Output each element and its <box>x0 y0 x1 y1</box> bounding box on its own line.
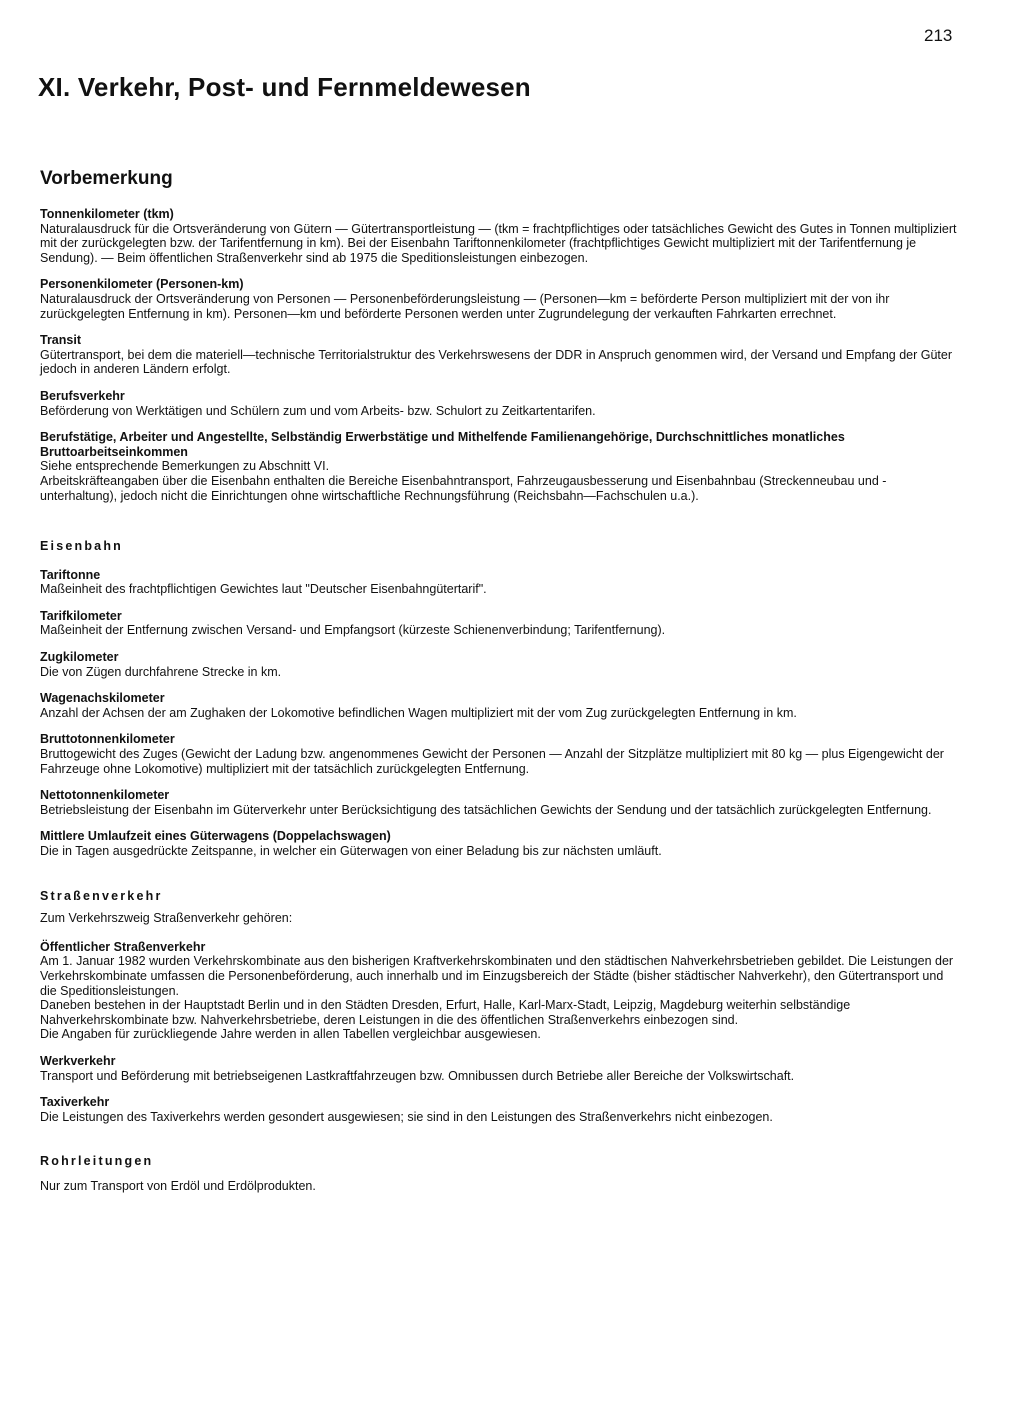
term-heading: Bruttotonnenkilometer <box>40 732 175 747</box>
term-heading: Nettotonnenkilometer <box>40 788 170 803</box>
term-definition: Nur zum Transport von Erdöl und Erdölprodukten. <box>40 1178 316 1193</box>
term-definition: Maßeinheit des frachtpflichtigen Gewichtes laut "Deutscher Eisenbahngütertarif". <box>40 582 487 597</box>
term-heading: Transit <box>40 333 81 348</box>
term-definition: Die von Zügen durchfahrene Strecke in km. <box>40 664 282 679</box>
term-heading: Taxiverkehr <box>40 1095 110 1110</box>
term-definition: Anzahl der Achsen der am Zughaken der Lokomotive befindlichen Wagen multipliziert mit der vom Zug zurückgelegten Entfernung in km. <box>40 705 797 720</box>
section-intro: Zum Verkehrszweig Straßenverkehr gehören: <box>40 911 293 926</box>
definition-entry <box>40 1095 960 1124</box>
page-number: 213 <box>924 26 953 45</box>
definition-entry <box>40 788 960 817</box>
definition-entry <box>40 430 960 503</box>
chapter-title: XI. Verkehr, Post- und Fernmeldewesen <box>38 72 531 102</box>
definition-entry <box>40 650 960 679</box>
definition-entry <box>40 389 960 418</box>
section-heading-vorbemerkung: Vorbemerkung <box>40 168 173 189</box>
definition-entry <box>40 333 960 377</box>
term-heading: Berufsverkehr <box>40 388 125 403</box>
term-heading: Wagenachskilometer <box>40 691 165 706</box>
definition-entry <box>40 829 960 858</box>
definition-entry <box>40 277 960 321</box>
definition-entry <box>40 1054 960 1083</box>
term-definition: Bruttogewicht des Zuges (Gewicht der Ladung bzw. angenommenes Gewicht der Personen — Anzahl der Sitzplätze multipliziert mit 80 kg — plus Eigengewicht der Fahrzeuge ohne Lokomotive) multipliziert mit der tatsächlich zurückgelegten Entfernung. <box>40 747 944 776</box>
term-heading: Tarifkilometer <box>40 608 122 623</box>
term-definition: Am 1. Januar 1982 wurden Verkehrskombinate aus den bisherigen Kraftverkehrskombinaten und den städtischen Nahverkehrsbetrieben gebildet. Die Leistungen der Verkehrskombinate umfassen die Personenbeförderung, auch innerhalb und im Einzugsbereich der Städte (bisher städtischer Nahverkehr), den Gütertransport und die Speditionsleistungen. <box>40 954 954 998</box>
term-definition: Betriebsleistung der Eisenbahn im Güterverkehr unter Berücksichtigung des tatsächlichen Gewichts der Sendung und der tatsächlich zurückgelegten Entfernung. <box>40 802 932 817</box>
term-heading: Tariftonne <box>40 567 101 582</box>
term-definition: Die Leistungen des Taxiverkehrs werden gesondert ausgewiesen; sie sind in den Leistungen des Straßenverkehrs nicht einbezogen. <box>40 1109 773 1124</box>
term-heading: Personenkilometer (Personen-km) <box>40 277 244 292</box>
term-heading: Mittlere Umlaufzeit eines Güterwagens (Doppelachswagen) <box>40 829 391 844</box>
definition-entry <box>40 609 960 638</box>
definition-entry <box>40 940 960 1042</box>
definition-entry <box>40 568 960 597</box>
term-heading: Tonnenkilometer (tkm) <box>40 207 174 221</box>
subsection-heading-eisenbahn: Eisenbahn <box>40 539 124 554</box>
term-definition: Naturalausdruck der Ortsveränderung von Personen — Personenbeförderungsleistung — (Personen—km = beförderte Person multipliziert mit der von ihr zurückgelegten Entfernung in km). Personen—km und beförderte Personen werden unter Zugrundelegung der verkauften Fahrkarten errechnet. <box>40 291 890 321</box>
definition-entry <box>40 691 960 720</box>
subsection-heading-strassenverkehr: Straßenverkehr <box>40 888 163 903</box>
term-definition: Arbeitskräfteangaben über die Eisenbahn enthalten die Bereiche Eisenbahntransport, Fahrzeugausbesserung und Eisenbahnbau (Streckenneubau und -unterhaltung), jedoch nicht die Einrichtungen ohne wirtschaftliche Rechnungsführung (Reichsbahn—Fachschulen u.a.). <box>40 473 887 503</box>
term-definition: Gütertransport, bei dem die materiell—technische Territorialstruktur des Verkehrswesens der DDR in Anspruch genommen wird, der Versand und Empfang der Güter jedoch in anderen Ländern erfolgt. <box>40 347 953 377</box>
subsection-heading-rohrleitungen: Rohrleitungen <box>40 1154 154 1169</box>
document-body <box>40 207 960 1194</box>
term-definition: Die Angaben für zurückliegende Jahre werden in allen Tabellen vergleichbar ausgewiesen. <box>40 1027 541 1042</box>
term-definition: Daneben bestehen in der Hauptstadt Berlin und in den Städten Dresden, Erfurt, Halle, Karl-Marx-Stadt, Leipzig, Magdeburg weiterhin selbständige Nahverkehrskombinate bzw. Nahverkehrsbetriebe, deren Leistungen in die des öffentlichen Straßenverkehrs einbezogen sind. <box>40 998 851 1027</box>
term-heading: Öffentlicher Straßenverkehr <box>40 939 206 954</box>
term-heading: Werkverkehr <box>40 1053 116 1068</box>
term-definition: Transport und Beförderung mit betriebseigenen Lastkraftfahrzeugen bzw. Omnibussen durch Betriebe aller Bereiche der Volkswirtschaft. <box>40 1068 795 1083</box>
term-definition: Siehe entsprechende Bemerkungen zu Abschnitt VI. <box>40 459 330 474</box>
term-heading: Berufstätige, Arbeiter und Angestellte, Selbständig Erwerbstätige und Mithelfende Familienangehörige, Durchschnittliches monatliches Bruttoarbeitseinkommen <box>40 430 845 459</box>
term-definition: Die in Tagen ausgedrückte Zeitspanne, in welcher ein Güterwagen von einer Beladung bis zur nächsten umläuft. <box>40 844 662 858</box>
term-definition: Naturalausdruck für die Ortsveränderung von Gütern — Gütertransportleistung — (tkm = frachtpflichtiges oder tatsächliches Gewicht des Gutes in Tonnen multipliziert mit der zurückgelegten bzw. der Tarifentfernung in km). Bei der Eisenbahn Tariftonnenkilometer (frachtpflichtiges Gewicht multipliziert mit der Tarifentfernung je Sendung). — Beim öffentlichen Straßenverkehr sind ab 1975 die Speditionsleistungen einbezogen. <box>40 221 957 265</box>
term-definition: Maßeinheit der Entfernung zwischen Versand- und Empfangsort (kürzeste Schienenverbindung; Tarifentfernung). <box>40 623 666 638</box>
term-definition: Beförderung von Werktätigen und Schülern zum und vom Arbeits- bzw. Schulort zu Zeitkartentarifen. <box>40 403 596 418</box>
definition-entry <box>40 732 960 776</box>
term-heading: Zugkilometer <box>40 650 119 665</box>
definition-entry <box>40 207 960 265</box>
